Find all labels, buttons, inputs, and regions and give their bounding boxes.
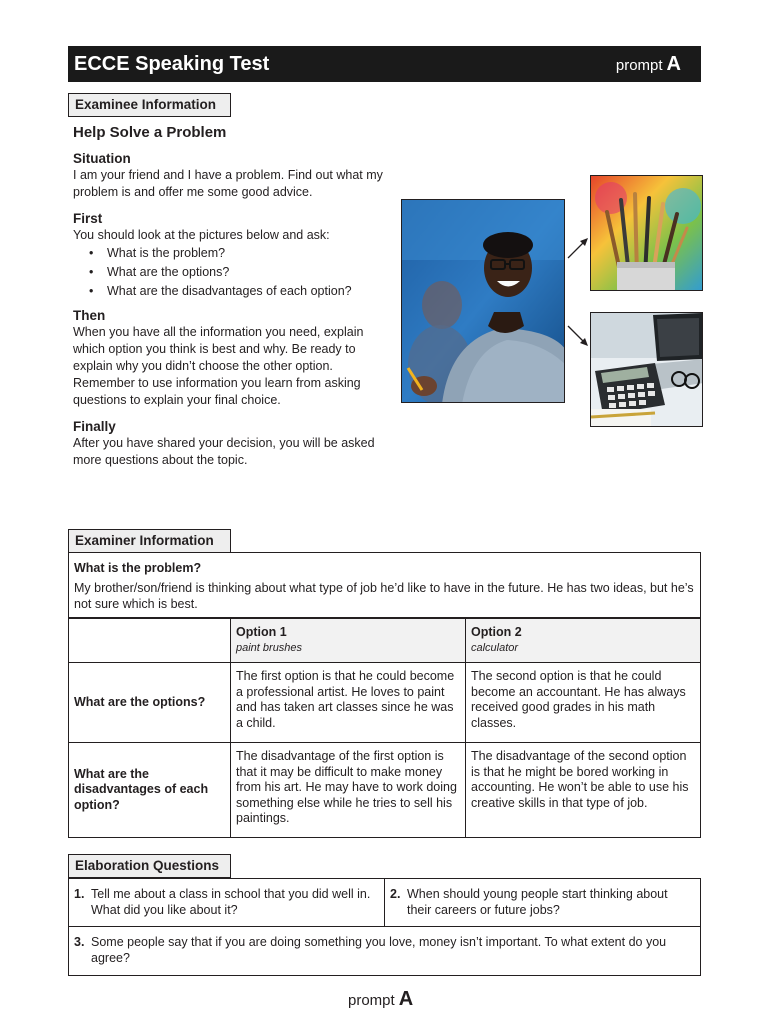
paint-brushes-photo — [590, 175, 703, 291]
table-row — [69, 663, 701, 743]
problem-text: My brother/son/friend is thinking about what type of job he’d like to have in the future. He has two ideas, but he’s not sure which is best. — [74, 581, 694, 611]
option2-title: Option 2 — [471, 625, 522, 639]
examinee-information-label: Examinee Information — [68, 93, 231, 117]
option2-subtitle: calculator — [471, 641, 519, 654]
elaboration-question-1 — [69, 879, 385, 926]
page-title: ECCE Speaking Test — [74, 53, 270, 75]
calculator-photo — [590, 312, 703, 427]
header-prompt-label: prompt — [615, 57, 663, 74]
options-table — [68, 618, 701, 838]
then-text: When you have all the information you need, explain which option you think is best and why. Be ready to explain why you didn’t choose the other option. Remember to use information you learn from asking questions to explain your final choice. — [73, 325, 364, 407]
footer-prompt-letter: A — [398, 988, 414, 1010]
header-prompt-letter: A — [666, 53, 681, 75]
footer-prompt-label: prompt — [348, 992, 395, 1009]
list-item: • What is the problem? — [89, 244, 393, 263]
situation-text: I am your friend and I have a problem. Find out what my problem is and offer me some good advice. — [73, 168, 383, 199]
option1-subtitle: paint brushes — [236, 641, 303, 654]
question-number: 3. — [74, 935, 85, 949]
elaboration-row-1 — [68, 878, 701, 927]
list-item: • What are the disadvantages of each option? — [89, 282, 393, 301]
then-heading: Then — [73, 308, 106, 323]
question-text: Tell me about a class in school that you did well in. What did you like about it? — [91, 887, 371, 917]
finally-heading: Finally — [73, 419, 116, 434]
arrow-down-right-icon — [566, 324, 590, 348]
first-bullet-list — [89, 244, 393, 301]
table-cell-empty — [69, 619, 231, 663]
option2-disadvantage: The disadvantage of the second option is that he might be bored working in accounting. He won’t be able to use his creative skills in that type of job. — [466, 743, 701, 838]
question-text: When should young people start thinking about their careers or future jobs? — [407, 887, 668, 917]
examiner-information-label: Examiner Information — [68, 529, 231, 553]
list-item: • What are the options? — [89, 263, 393, 282]
situation-heading: Situation — [73, 151, 131, 166]
first-intro: You should look at the pictures below and ask: — [73, 228, 330, 242]
header-bar — [68, 46, 701, 82]
header-prompt — [616, 53, 681, 76]
options-row-label: What are the options? — [69, 663, 231, 743]
elaboration-questions-label: Elaboration Questions — [68, 854, 231, 878]
finally-text: After you have shared your decision, you will be asked more questions about the topic. — [73, 436, 375, 467]
option1-disadvantage: The disadvantage of the first option is that it may be difficult to make money from his art. He may have to work doing something else while he tries to sell his paintings. — [231, 743, 466, 838]
arrow-up-right-icon — [566, 236, 590, 260]
option2-header — [466, 619, 701, 663]
problem-question: What is the problem? — [74, 561, 202, 575]
examinee-instructions — [73, 124, 393, 469]
student-photo — [401, 199, 565, 403]
problem-box — [68, 552, 701, 618]
elaboration-row-2 — [68, 926, 701, 976]
question-text: Some people say that if you are doing something you love, money isn’t important. To what extent do you agree? — [91, 935, 667, 965]
table-row — [69, 743, 701, 838]
task-title: Help Solve a Problem — [73, 124, 227, 141]
elaboration-question-2 — [385, 879, 700, 926]
disadvantages-row-label: What are the disadvantages of each option? — [69, 743, 231, 838]
option1-header — [231, 619, 466, 663]
question-number: 2. — [390, 887, 401, 901]
option2-text: The second option is that he could become an accountant. He has always received good grades in his math classes. — [466, 663, 701, 743]
elaboration-question-3 — [69, 927, 700, 975]
footer-prompt — [348, 988, 413, 1011]
option1-title: Option 1 — [236, 625, 287, 639]
table-row — [69, 619, 701, 663]
option1-text: The first option is that he could become a professional artist. He loves to paint and has taken art classes since he was a child. — [231, 663, 466, 743]
first-heading: First — [73, 211, 103, 226]
question-number: 1. — [74, 887, 85, 901]
